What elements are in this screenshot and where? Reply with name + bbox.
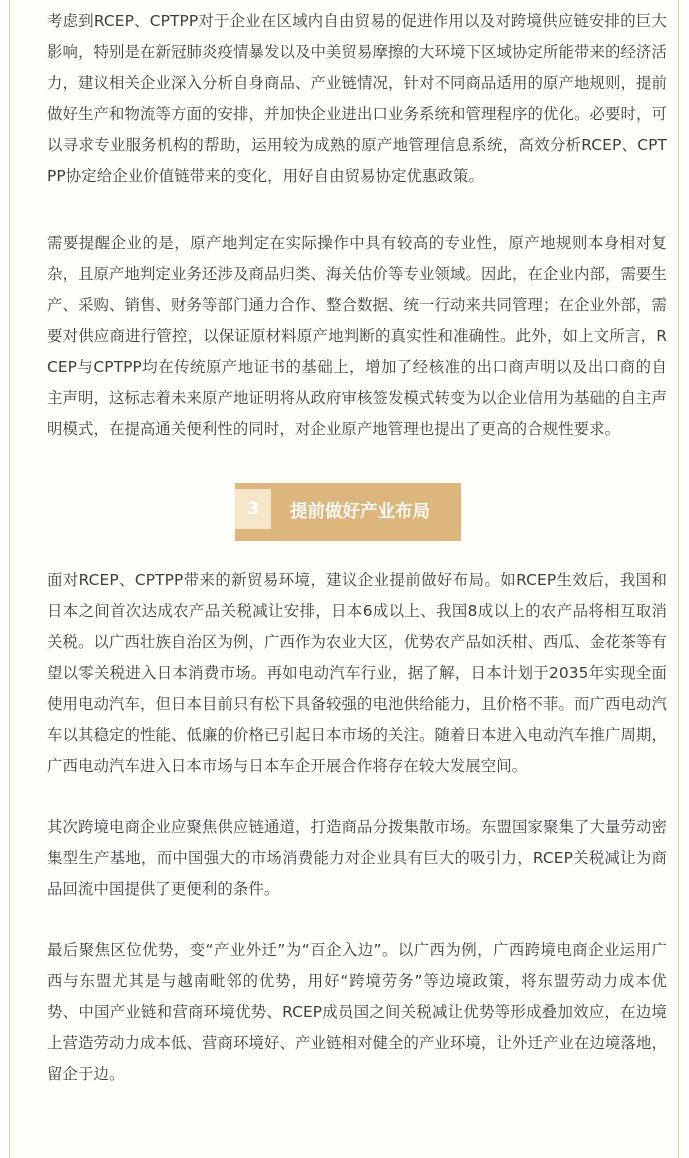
paragraph-gap: [47, 905, 667, 935]
section-heading-row: [47, 445, 667, 565]
paragraph-origin-compliance: 需要提醒企业的是，原产地判定在实际操作中具有较高的专业性，原产地规则本身相对复杂，且原产地判定业务还涉及商品归类、海关估价等专业领域。因此，在企业内部，需要生产、采购、销售、财务等部门通力合作、整合数据、统一行动来共同管理；在企业外部，需要对供应商进行管控，以保证原材料原产地判断的真实性和准确性。此外，如上文所言，RCEP与CPTPP均在传统原产地证书的基础上，增加了经核准的出口商声明以及出口商的自主声明，这标志着未来原产地证明将从政府审核签发模式转变为以企业信用为基础的自主声明模式，在提高通关便利性的同时，对企业原产地管理也提出了更高的合规性要求。: [47, 234, 667, 438]
section-title: 提前做好产业布局: [290, 502, 430, 522]
section-heading-banner: [235, 483, 461, 541]
paragraph-gap: [47, 192, 667, 228]
article-body: [47, 6, 667, 1090]
article-frame: [9, 0, 679, 1158]
paragraph-industry-layout: 面对RCEP、CPTPP带来的新贸易环境，建议企业提前做好布局。如RCEP生效后，我国和日本之间首次达成农产品关税减让安排，日本6成以上、我国8成以上的农产品将相互取消关税。以广西壮族自治区为例，广西作为农业大区，优势农产品如沃柑、西瓜、金花茶等有望以零关税进入日本消费市场。再如电动汽车行业，据了解，日本计划于2035年实现全面使用电动汽车，但日本目前只有松下具备较强的电池供给能力，且价格不菲。而广西电动汽车以其稳定的性能、低廉的价格已引起日本市场的关注。随着日本进入电动汽车推广周期，广西电动汽车进入日本市场与日本车企开展合作将存在较大发展空间。: [47, 571, 667, 775]
paragraph-location-advantage: 最后聚焦区位优势，变“产业外迁”为“百企入边”。以广西为例，广西跨境电商企业运用广西与东盟尤其是与越南毗邻的优势，用好“跨境劳务”等边境政策，将东盟劳动力成本优势、中国产业链和营商环境优势、RCEP成员国之间关税减让优势等形成叠加效应，在边境上营造劳动力成本低、营商环境好、产业链相对健全的产业环境，让外迁产业在边境落地，留企于边。: [47, 941, 667, 1083]
section-number-badge: 3: [235, 489, 271, 529]
paragraph-cross-border-ecommerce: 其次跨境电商企业应聚焦供应链通道，打造商品分拨集散市场。东盟国家聚集了大量劳动密集型生产基地，而中国强大的市场消费能力对企业具有巨大的吸引力，RCEP关税减让为商品回流中国提供了更便利的条件。: [47, 818, 667, 898]
paragraph-origin-planning: 考虑到RCEP、CPTPP对于企业在区域内自由贸易的促进作用以及对跨境供应链安排的巨大影响，特别是在新冠肺炎疫情暴发以及中美贸易摩擦的大环境下区域协定所能带来的经济活力，建议相关企业深入分析自身商品、产业链情况，针对不同商品适用的原产地规则，提前做好生产和物流等方面的安排，并加快企业进出口业务系统和管理程序的优化。必要时，可以寻求专业服务机构的帮助，运用较为成熟的原产地管理信息系统，高效分析RCEP、CPTPP协定给企业价值链带来的变化，用好自由贸易协定优惠政策。: [47, 12, 667, 185]
paragraph-gap: [47, 782, 667, 812]
